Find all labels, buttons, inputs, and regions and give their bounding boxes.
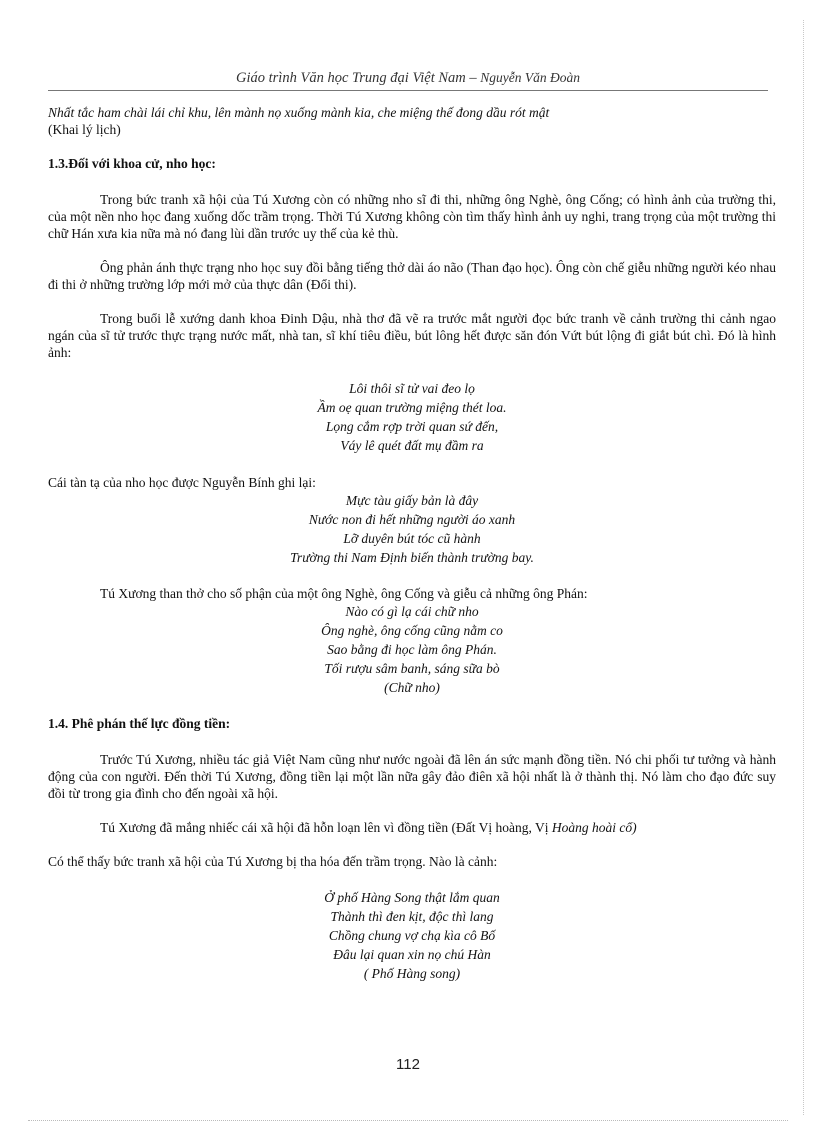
paragraph-italic: Hoàng hoài cổ) — [551, 820, 637, 835]
poem-line: Lôi thôi sĩ tử vai đeo lọ — [349, 381, 475, 396]
section-heading-1-4: 1.4. Phê phán thế lực đồng tiền: — [48, 716, 231, 731]
paragraph: Trước Tú Xương, nhiều tác giả Việt Nam cũng như nước ngoài đã lên án sức mạnh đồng tiền. Nó chi phối tư tưởng và hành động của con người. Đến thời Tú Xương, đồng tiền lại một lần nữa gây đảo điên xã hội nhất là ở thành thị. Nó làm cho đạo đức suy đồi từ trong gia đình cho đến ngoài xã hội. — [48, 752, 776, 801]
paragraph: Trong bức tranh xã hội của Tú Xương còn có những nho sĩ đi thi, những ông Nghè, ông Cống; có hình ảnh của trường thi, của một nền nho học đang xuống dốc trầm trọng. Thời Tú Xương không còn tìm thấy hình ảnh uy nghi, trang trọng của một trường thi chữ Hán xưa kia nữa mà nó đang lùi dần trước uy thế của kẻ thù. — [48, 192, 776, 241]
poem-line: Váy lê quét đất mụ đầm ra — [340, 438, 484, 453]
running-header — [48, 70, 768, 91]
poem-line: Nào có gì lạ cái chữ nho — [345, 604, 479, 619]
poem-line: Đâu lại quan xin nọ chú Hàn — [333, 947, 491, 962]
poem-line: Ông nghè, ông cống cũng nằm co — [321, 623, 503, 638]
page-content — [48, 104, 776, 983]
poem-line: Lọng cắm rợp trời quan sứ đến, — [325, 419, 499, 434]
paragraph: Ông phản ánh thực trạng nho học suy đồi bằng tiếng thở dài áo não (Than đạo học). Ông còn chế giễu những người kéo nhau đi thi ở những trường lớp mới mở của thực dân (Đổi thi). — [48, 260, 776, 292]
footer-divider — [28, 1120, 788, 1121]
poem-block — [48, 491, 776, 567]
paragraph: Cái tàn tạ của nho học được Nguyễn Bính ghi lại: — [48, 475, 316, 490]
paragraph — [48, 819, 776, 836]
header-title: Giáo trình Văn học Trung đại Việt Nam – — [236, 70, 481, 86]
page-border-right — [803, 20, 804, 1115]
poem-line: Tối rượu sâm banh, sáng sữa bò — [324, 661, 500, 676]
paragraph: Tú Xương than thở cho số phận của một ông Nghè, ông Cống và giễu cả những ông Phán: — [100, 586, 588, 601]
poem-line: Chồng chung vợ chạ kìa cô Bố — [328, 928, 496, 943]
poem-line: Ầm oẹ quan trường miệng thét loa. — [317, 400, 507, 415]
intro-quote: Nhất tắc ham chài lái chỉ khu, lên mành nọ xuống mành kia, che miệng thế đong dầu rót mật — [48, 105, 550, 120]
poem-source: ( Phố Hàng song) — [363, 966, 461, 981]
poem-line: Trường thi Nam Định biến thành trường bay. — [290, 550, 534, 565]
poem-line: Nước non đi hết những người áo xanh — [308, 512, 516, 527]
poem-line: Sao bằng đi học làm ông Phán. — [327, 642, 497, 657]
poem-line: Thành thì đen kịt, độc thì lang — [330, 909, 494, 924]
poem-source: (Chữ nho) — [384, 680, 440, 695]
paragraph: Trong buổi lễ xướng danh khoa Đinh Dậu, nhà thơ đã vẽ ra trước mắt người đọc bức tranh về cảnh trường thi cảnh ngao ngán của sĩ tử trước thực trạng nước mất, nhà tan, sĩ khí tiêu điều, bút lông hết được săn đón Vứt bút lộng đi giắt bút chì. Đó là hình ảnh: — [48, 311, 776, 360]
section-heading-1-3: 1.3.Đối với khoa cử, nho học: — [48, 156, 216, 171]
poem-line: Mực tàu giấy bản là đây — [345, 493, 479, 508]
page-number: 112 — [396, 1056, 420, 1073]
intro-source: (Khai lý lịch) — [48, 122, 121, 137]
paragraph: Có thể thấy bức tranh xã hội của Tú Xương bị tha hóa đến trầm trọng. Nào là cảnh: — [48, 854, 498, 869]
poem-line: Ở phố Hàng Song thật lắm quan — [324, 890, 500, 905]
poem-block — [48, 602, 776, 697]
poem-block — [48, 379, 776, 455]
paragraph-text: Tú Xương đã mắng nhiếc cái xã hội đã hỗn loạn lên vì đồng tiền (Đất Vị hoàng, Vị — [100, 820, 552, 835]
poem-block — [48, 888, 776, 983]
poem-line: Lỡ duyên bút tóc cũ hành — [343, 531, 481, 546]
header-author: Nguyễn Văn Đoàn — [480, 70, 580, 85]
